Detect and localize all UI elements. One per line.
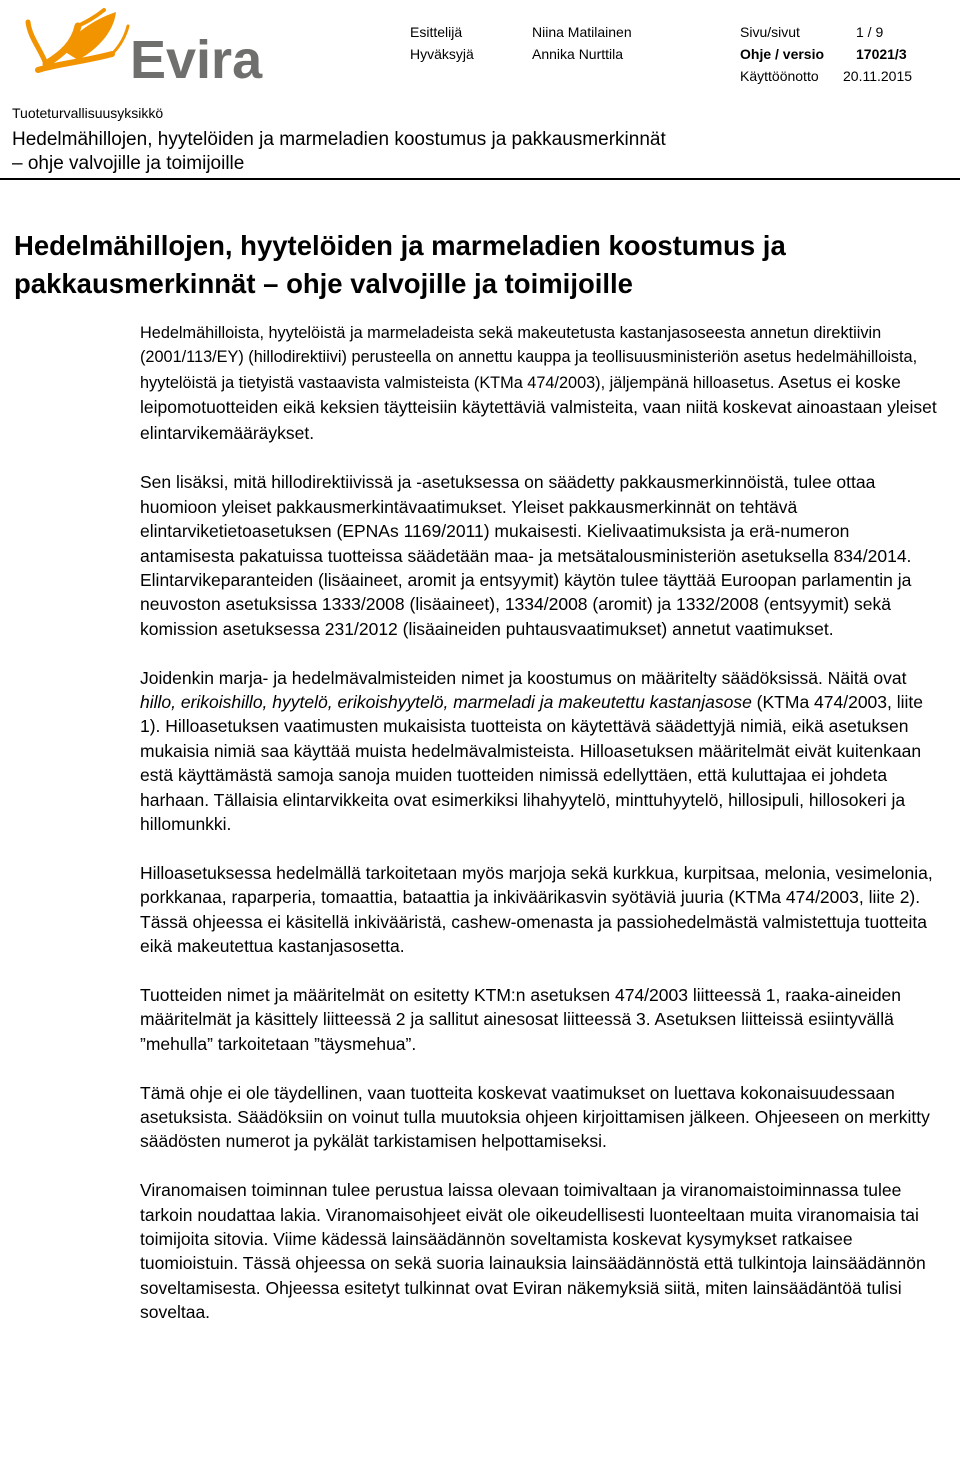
paragraph-3-italic: hillo, erikoishillo, hyytelö, erikoishyytelö, marmeladi ja makeutettu kastanjasose xyxy=(140,692,752,713)
paragraph-1 xyxy=(140,321,940,446)
header-title xyxy=(12,128,912,176)
paragraph-4: Hilloasetuksessa hedelmällä tarkoitetaan myös marjoja sekä kurkkua, kurpitsaa, melonia, vesimelonia, porkkanaa, raparperia, tomaattia, bataattia ja inkiväärikasvin syötäviä juuria (KTMa 474/2003, liite 2). Tässä ohjeessa ei käsitellä inkivääristä, cashew-omenasta ja passiohedelmästä valmistettuja tuotteita eikä makeutettua kastanjasosetta. xyxy=(140,862,933,957)
deploy-value: 20.11.2015 xyxy=(843,68,913,84)
page-title: Hedelmähillojen, hyytelöiden ja marmeladien koostumus ja pakkausmerkinnät – ohje valvojille ja toimijoille xyxy=(14,230,786,299)
header-title-line1: Hedelmähillojen, hyytelöiden ja marmeladien koostumus ja pakkausmerkinnät xyxy=(12,129,666,150)
paragraph-3-start: Joidenkin marja- ja hedelmävalmisteiden nimet ja koostumus on määritelty säädöksissä. Näitä ovat xyxy=(140,667,907,688)
presenter-name: Niina Matilainen xyxy=(532,24,632,40)
evira-logo xyxy=(22,4,282,88)
document-body xyxy=(140,321,940,1325)
header-divider xyxy=(0,178,960,180)
version-value: 17021/3 xyxy=(856,46,907,62)
approver-label: Hyväksyjä xyxy=(410,46,474,62)
paragraph-3 xyxy=(140,666,940,837)
paragraph-2: Sen lisäksi, mitä hillodirektiivissä ja -asetuksessa on säädetty pakkausmerkinnöistä, tulee ottaa huomioon yleiset pakkausmerkintävaatimukset. Yleiset pakkausmerkinnät on tehtävä elintarviketietoasetuksen (EPNAs 1169/2011) mukaisesti. Kielivaatimuksista ja erä-numeron antamisesta pakatuissa tuotteissa säädetään maa- ja metsätalousministeriön asetuksella 834/2014. Elintarvikeparanteiden (lisäaineet, aromit ja entsyymit) käytön tulee täyttää Euroopan parlamentin ja neuvoston asetuksissa 1333/2008 (lisäaineet), 1334/2008 (aromit) ja 1332/2008 (entsyymit) sekä komission asetuksessa 231/2012 (lisäaineiden puhtausvaatimukset) annetut vaatimukset. xyxy=(140,472,912,639)
paragraph-3-end: (KTMa 474/2003, liite 1). Hilloasetuksen vaatimusten mukaisista tuotteista on käytettävä säädettyjä nimiä, eikä asetuksen mukaisia nimiä saa käyttää muista hedelmävalmisteista. Hilloasetuksen määritelmät eivät kuitenkaan estä käyttämästä samoja sanoja muiden tuotteiden nimissä edellyttäen, että kuluttajaa ei johdeta harhaan. Tällaisia elintarvikkeita ovat esimerkiksi lihahyytelö, minttuhyytelö, hillosipuli, hillosokeri ja hillomunkki. xyxy=(140,692,924,835)
version-label: Ohje / versio xyxy=(740,46,825,62)
header-title-line2: – ohje valvojille ja toimijoille xyxy=(12,153,245,174)
unit-name: Tuoteturvallisuusyksikkö xyxy=(12,105,164,121)
paragraph-1-text-b: Asetus ei koske leipomotuotteiden eikä keksien täytteisiin käytettäviä valmisteita, vaan niitä koskevat ainoastaan yleiset elintarvikemääräykset. xyxy=(140,371,937,443)
paragraph-5: Tuotteiden nimet ja määritelmät on esitetty KTM:n asetuksen 474/2003 liitteessä 1, raaka-aineiden määritelmät ja käsittely liitteessä 2 ja sallitut ainesosat liitteessä 3. Asetuksen liitteissä esiintyvällä ”mehulla” tarkoitetaan ”täysmehua”. xyxy=(140,984,902,1054)
evira-logo-text: Evira xyxy=(130,30,263,88)
page-label: Sivu/sivut xyxy=(740,24,800,40)
paragraph-1-text: Hedelmähilloista, hyytelöistä ja marmeladeista sekä makeutetusta kastanjasoseesta annetun direktiivin (2001/113/EY) (hillodirektiivi) perusteella on annettu kauppa ja teollisuusministeriön asetus hedelmähilloista, hyytelöistä ja tietyistä vastaavista valmisteista (KTMa 474/2003), jäljempänä hilloasetus. xyxy=(140,324,918,392)
paragraph-7: Viranomaisen toiminnan tulee perustua laissa olevaan toimivaltaan ja viranomaistoiminnassa tulee tarkoin noudattaa lakia. Viranomaisohjeet eivät ole oikeudellisesti luonteeltaan muita viranomaisia tai toimijoita sitovia. Viime kädessä lainsäädännön soveltamista koskevat kysymykset ratkaisee tuomioistuin. Tässä ohjeessa on sekä suoria lainauksia lainsäädännöstä että tulkintoja lainsäädännön soveltamisesta. Ohjeessa esitetyt tulkinnat ovat Eviran näkemyksiä siitä, miten lainsäädäntöä tulisi soveltaa. xyxy=(140,1180,926,1323)
presenter-label: Esittelijä xyxy=(410,24,463,40)
approver-name: Annika Nurttila xyxy=(532,46,624,62)
page-value: 1 / 9 xyxy=(856,24,884,40)
paragraph-6: Tämä ohje ei ole täydellinen, vaan tuotteita koskevat vaatimukset on luettava kokonaisuudessaan asetuksista. Säädöksiin on voinut tulla muutoksia ohjeen kirjoittamisen jälkeen. Ohjeeseen on merkitty säädösten numerot ja pykälät tarkistamisen helpottamiseksi. xyxy=(140,1082,930,1152)
deploy-label: Käyttöönotto xyxy=(740,68,819,84)
